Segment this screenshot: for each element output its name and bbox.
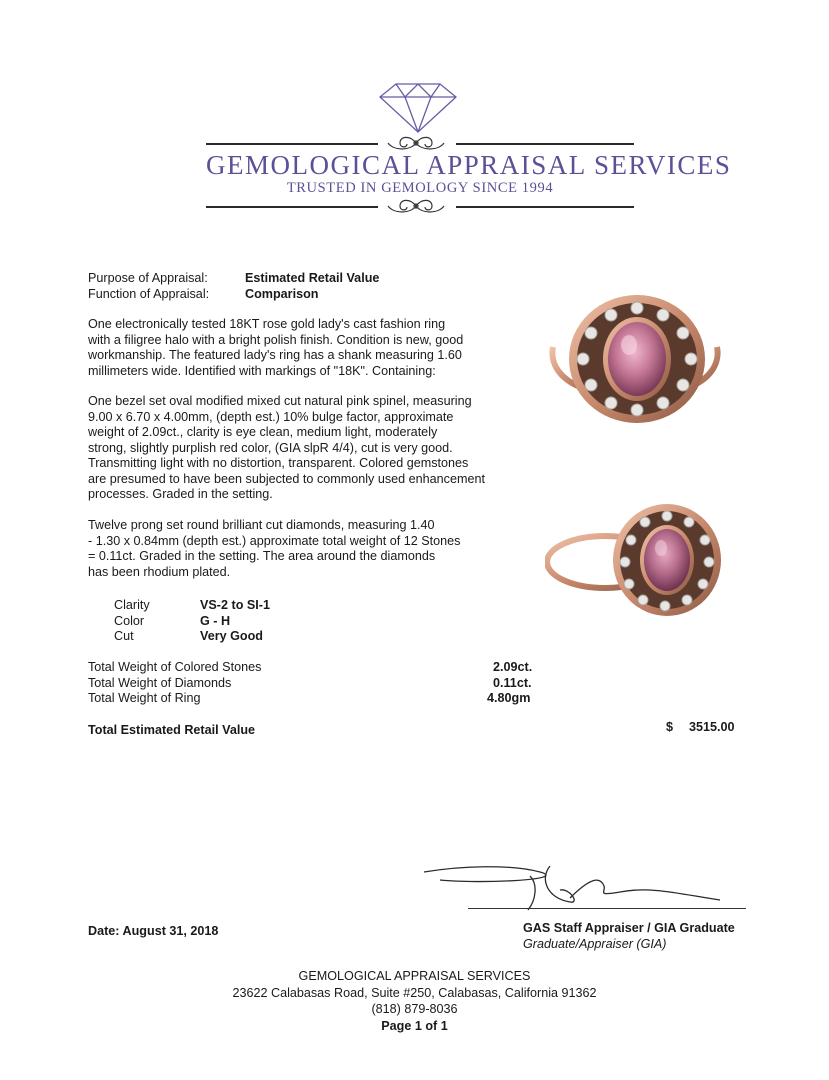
text-line: are presumed to have been subjected to commonly used enhancement: [88, 471, 485, 486]
text-line: millimeters wide. Identified with markings of "18K". Containing:: [88, 363, 436, 378]
text-line: has been rhodium plated.: [88, 564, 231, 579]
text-line: weight of 2.09ct., clarity is eye clean, medium light, moderately: [88, 425, 438, 439]
purpose-label: Purpose of Appraisal:: [88, 271, 208, 285]
clarity-label: Clarity: [114, 598, 150, 612]
footer-phone: (818) 879-8036: [371, 1002, 458, 1016]
diamond-icon: [378, 82, 458, 134]
text-line: strong, slightly purplish red color, (GIA slpR 4/4), cut is very good.: [88, 440, 453, 455]
cut-value: Very Good: [200, 629, 263, 643]
ring-description: [88, 317, 518, 379]
header-rule: [206, 206, 378, 208]
total-retail-value: 3515.00: [689, 720, 735, 734]
footer-address: 23622 Calabasas Road, Suite #250, Calabasas, California 91362: [232, 986, 597, 1000]
text-line: with a filigree halo with a bright polish finish. Condition is new, good: [88, 332, 464, 347]
total-retail-label: Total Estimated Retail Value: [88, 723, 256, 737]
currency-symbol: $: [666, 720, 674, 734]
ring-photo-front: [545, 287, 725, 437]
scroll-ornament-icon: [386, 197, 446, 215]
appraiser-signature: [420, 858, 750, 918]
clarity-value: VS-2 to SI-1: [200, 598, 270, 612]
purpose-value: Estimated Retail Value: [245, 271, 380, 285]
appraiser-subtitle: Graduate/Appraiser (GIA): [523, 937, 667, 951]
total-ring-value: 4.80gm: [487, 691, 531, 705]
brand-name: GEMOLOGICAL APPRAISAL SERVICES: [206, 150, 732, 180]
total-diamonds-value: 0.11ct.: [493, 676, 532, 690]
footer-company: GEMOLOGICAL APPRAISAL SERVICES: [298, 969, 531, 983]
text-line: workmanship. The featured lady's ring has a shank measuring 1.60: [88, 348, 462, 362]
diamond-description: [88, 518, 518, 580]
total-colored-value: 2.09ct.: [493, 660, 533, 674]
header-rule: [456, 143, 634, 145]
color-value: G - H: [200, 614, 231, 628]
ring-photo-side: [545, 500, 725, 650]
text-line: Twelve prong set round brilliant cut diamonds, measuring 1.40: [88, 518, 435, 532]
text-line: processes. Graded in the setting.: [88, 487, 273, 501]
brand-tagline: TRUSTED IN GEMOLOGY SINCE 1994: [286, 180, 554, 196]
total-ring-label: Total Weight of Ring: [88, 691, 201, 705]
total-diamonds-label: Total Weight of Diamonds: [88, 676, 232, 690]
appraiser-title: GAS Staff Appraiser / GIA Graduate: [523, 921, 735, 935]
function-value: Comparison: [245, 287, 319, 301]
text-line: = 0.11ct. Graded in the setting. The area around the diamonds: [88, 549, 436, 563]
header-rule: [456, 206, 634, 208]
text-line: One electronically tested 18KT rose gold lady's cast fashion ring: [88, 317, 446, 331]
appraisal-date: Date: August 31, 2018: [88, 924, 219, 938]
text-line: One bezel set oval modified mixed cut natural pink spinel, measuring: [88, 394, 472, 408]
signature-line: [468, 908, 746, 909]
cut-label: Cut: [114, 629, 134, 643]
page-number: Page 1 of 1: [381, 1019, 448, 1033]
header-rule: [206, 143, 378, 145]
spinel-description: [88, 394, 518, 503]
text-line: Transmitting light with no distortion, transparent. Colored gemstones: [88, 456, 469, 470]
function-label: Function of Appraisal:: [88, 287, 210, 301]
total-colored-label: Total Weight of Colored Stones: [88, 660, 262, 674]
text-line: - 1.30 x 0.84mm (depth est.) approximate total weight of 12 Stones: [88, 533, 461, 548]
text-line: 9.00 x 6.70 x 4.00mm, (depth est.) 10% bulge factor, approximate: [88, 409, 454, 424]
color-label: Color: [114, 614, 145, 628]
